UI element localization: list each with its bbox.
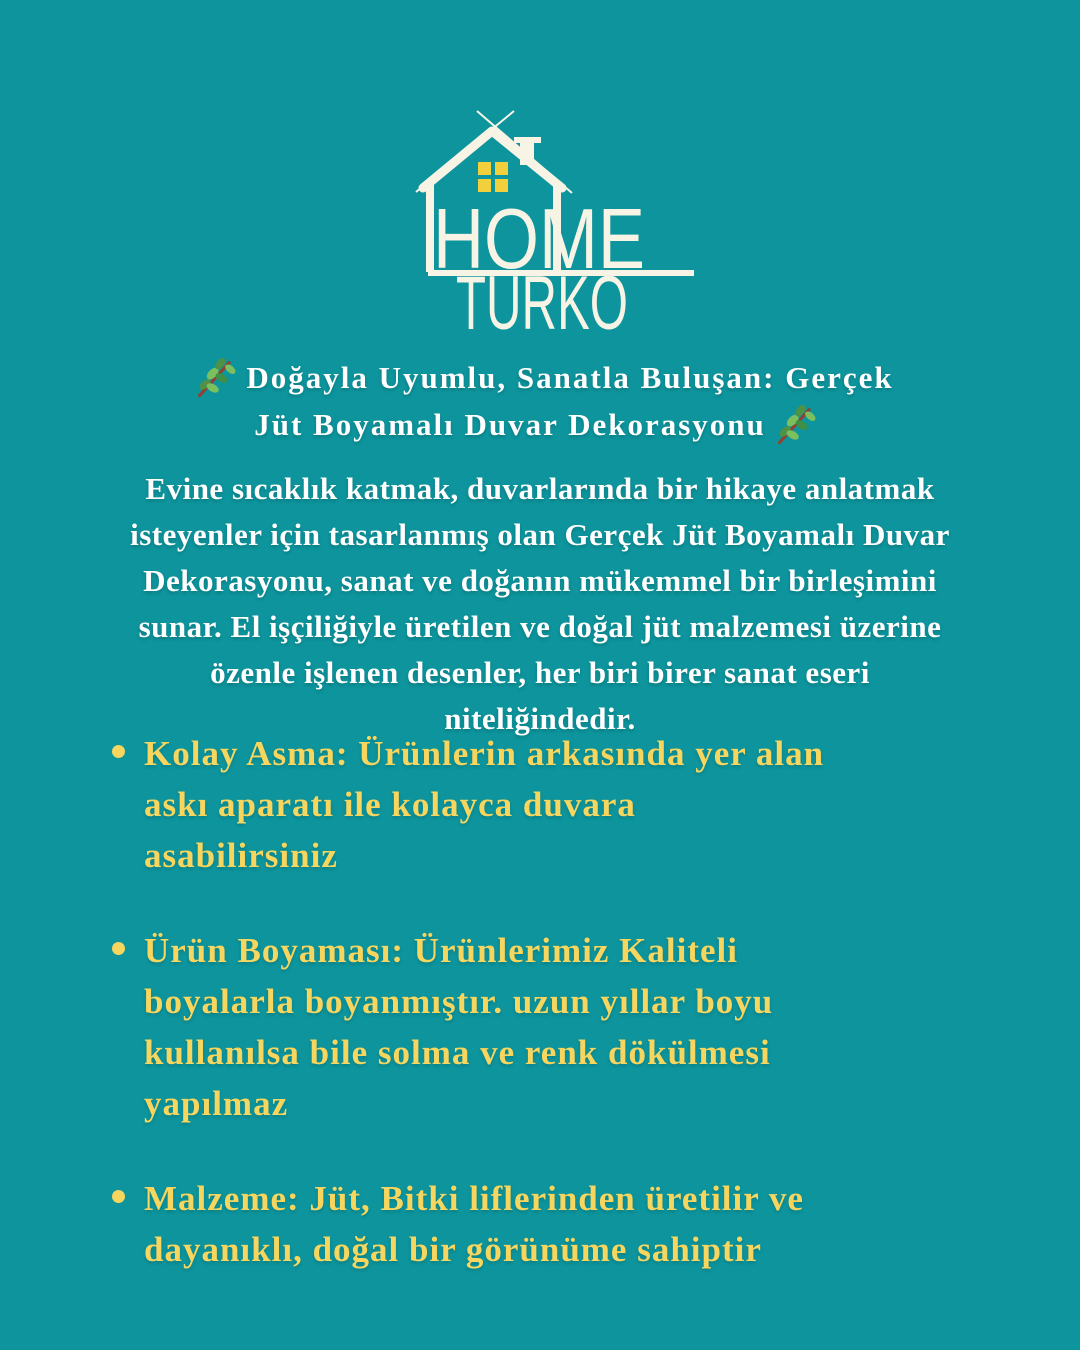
logo-text-turko: TURKO <box>456 261 628 346</box>
page-title <box>40 354 1040 448</box>
intro-line: Evine sıcaklık katmak, duvarlarında bir hikaye anlatmak <box>145 471 935 506</box>
leaf-sprig-icon <box>774 403 818 447</box>
feature-line: boyalarla boyanmıştır. uzun yıllar boyu <box>144 982 774 1021</box>
feature-line: yapılmaz <box>144 1084 289 1123</box>
intro-line: isteyenler için tasarlanmış olan Gerçek Jüt Boyamalı Duvar <box>130 517 950 552</box>
feature-line: dayanıklı, doğal bir görünüme sahiptir <box>144 1230 762 1269</box>
bullet-dot <box>112 1190 125 1203</box>
logo-text-home: HOME <box>433 192 645 287</box>
leaf-sprig-icon <box>194 356 238 400</box>
intro-line: sunar. El işçiliğiyle üretilen ve doğal jüt malzemesi üzerine <box>138 609 942 644</box>
intro-line: Dekorasyonu, sanat ve doğanın mükemmel bir birleşimini <box>143 563 937 598</box>
page-title-text-2: Jüt Boyamalı Duvar Dekorasyonu <box>254 407 766 442</box>
page-title-text-1: Doğayla Uyumlu, Sanatla Buluşan: Gerçek <box>246 360 894 395</box>
page-title-line-1 <box>40 354 1040 401</box>
feature-line: askı aparatı ile kolayca duvara <box>144 785 636 824</box>
feature-line: Kolay Asma: Ürünlerin arkasında yer alan <box>144 734 825 773</box>
feature-line: kullanılsa bile solma ve renk dökülmesi <box>144 1033 771 1072</box>
page-title-line-2 <box>40 401 1040 448</box>
list-item-material <box>112 1173 992 1275</box>
intro-line: özenle işlenen desenler, her biri birer sanat eseri <box>210 655 870 690</box>
feature-line: Ürün Boyaması: Ürünlerimiz Kaliteli <box>144 931 738 970</box>
home-turko-logo <box>380 100 700 350</box>
feature-line: Malzeme: Jüt, Bitki liflerinden üretilir ve <box>144 1179 804 1218</box>
feature-list <box>112 728 992 1275</box>
intro-line: niteliğindedir. <box>444 701 636 736</box>
list-item-product-paint <box>112 925 992 1129</box>
feature-line: asabilirsiniz <box>144 836 338 875</box>
bullet-dot <box>112 942 125 955</box>
bullet-dot <box>112 745 125 758</box>
list-item-easy-hanging <box>112 728 992 881</box>
window-icon <box>478 162 508 192</box>
intro-paragraph <box>40 466 1040 742</box>
